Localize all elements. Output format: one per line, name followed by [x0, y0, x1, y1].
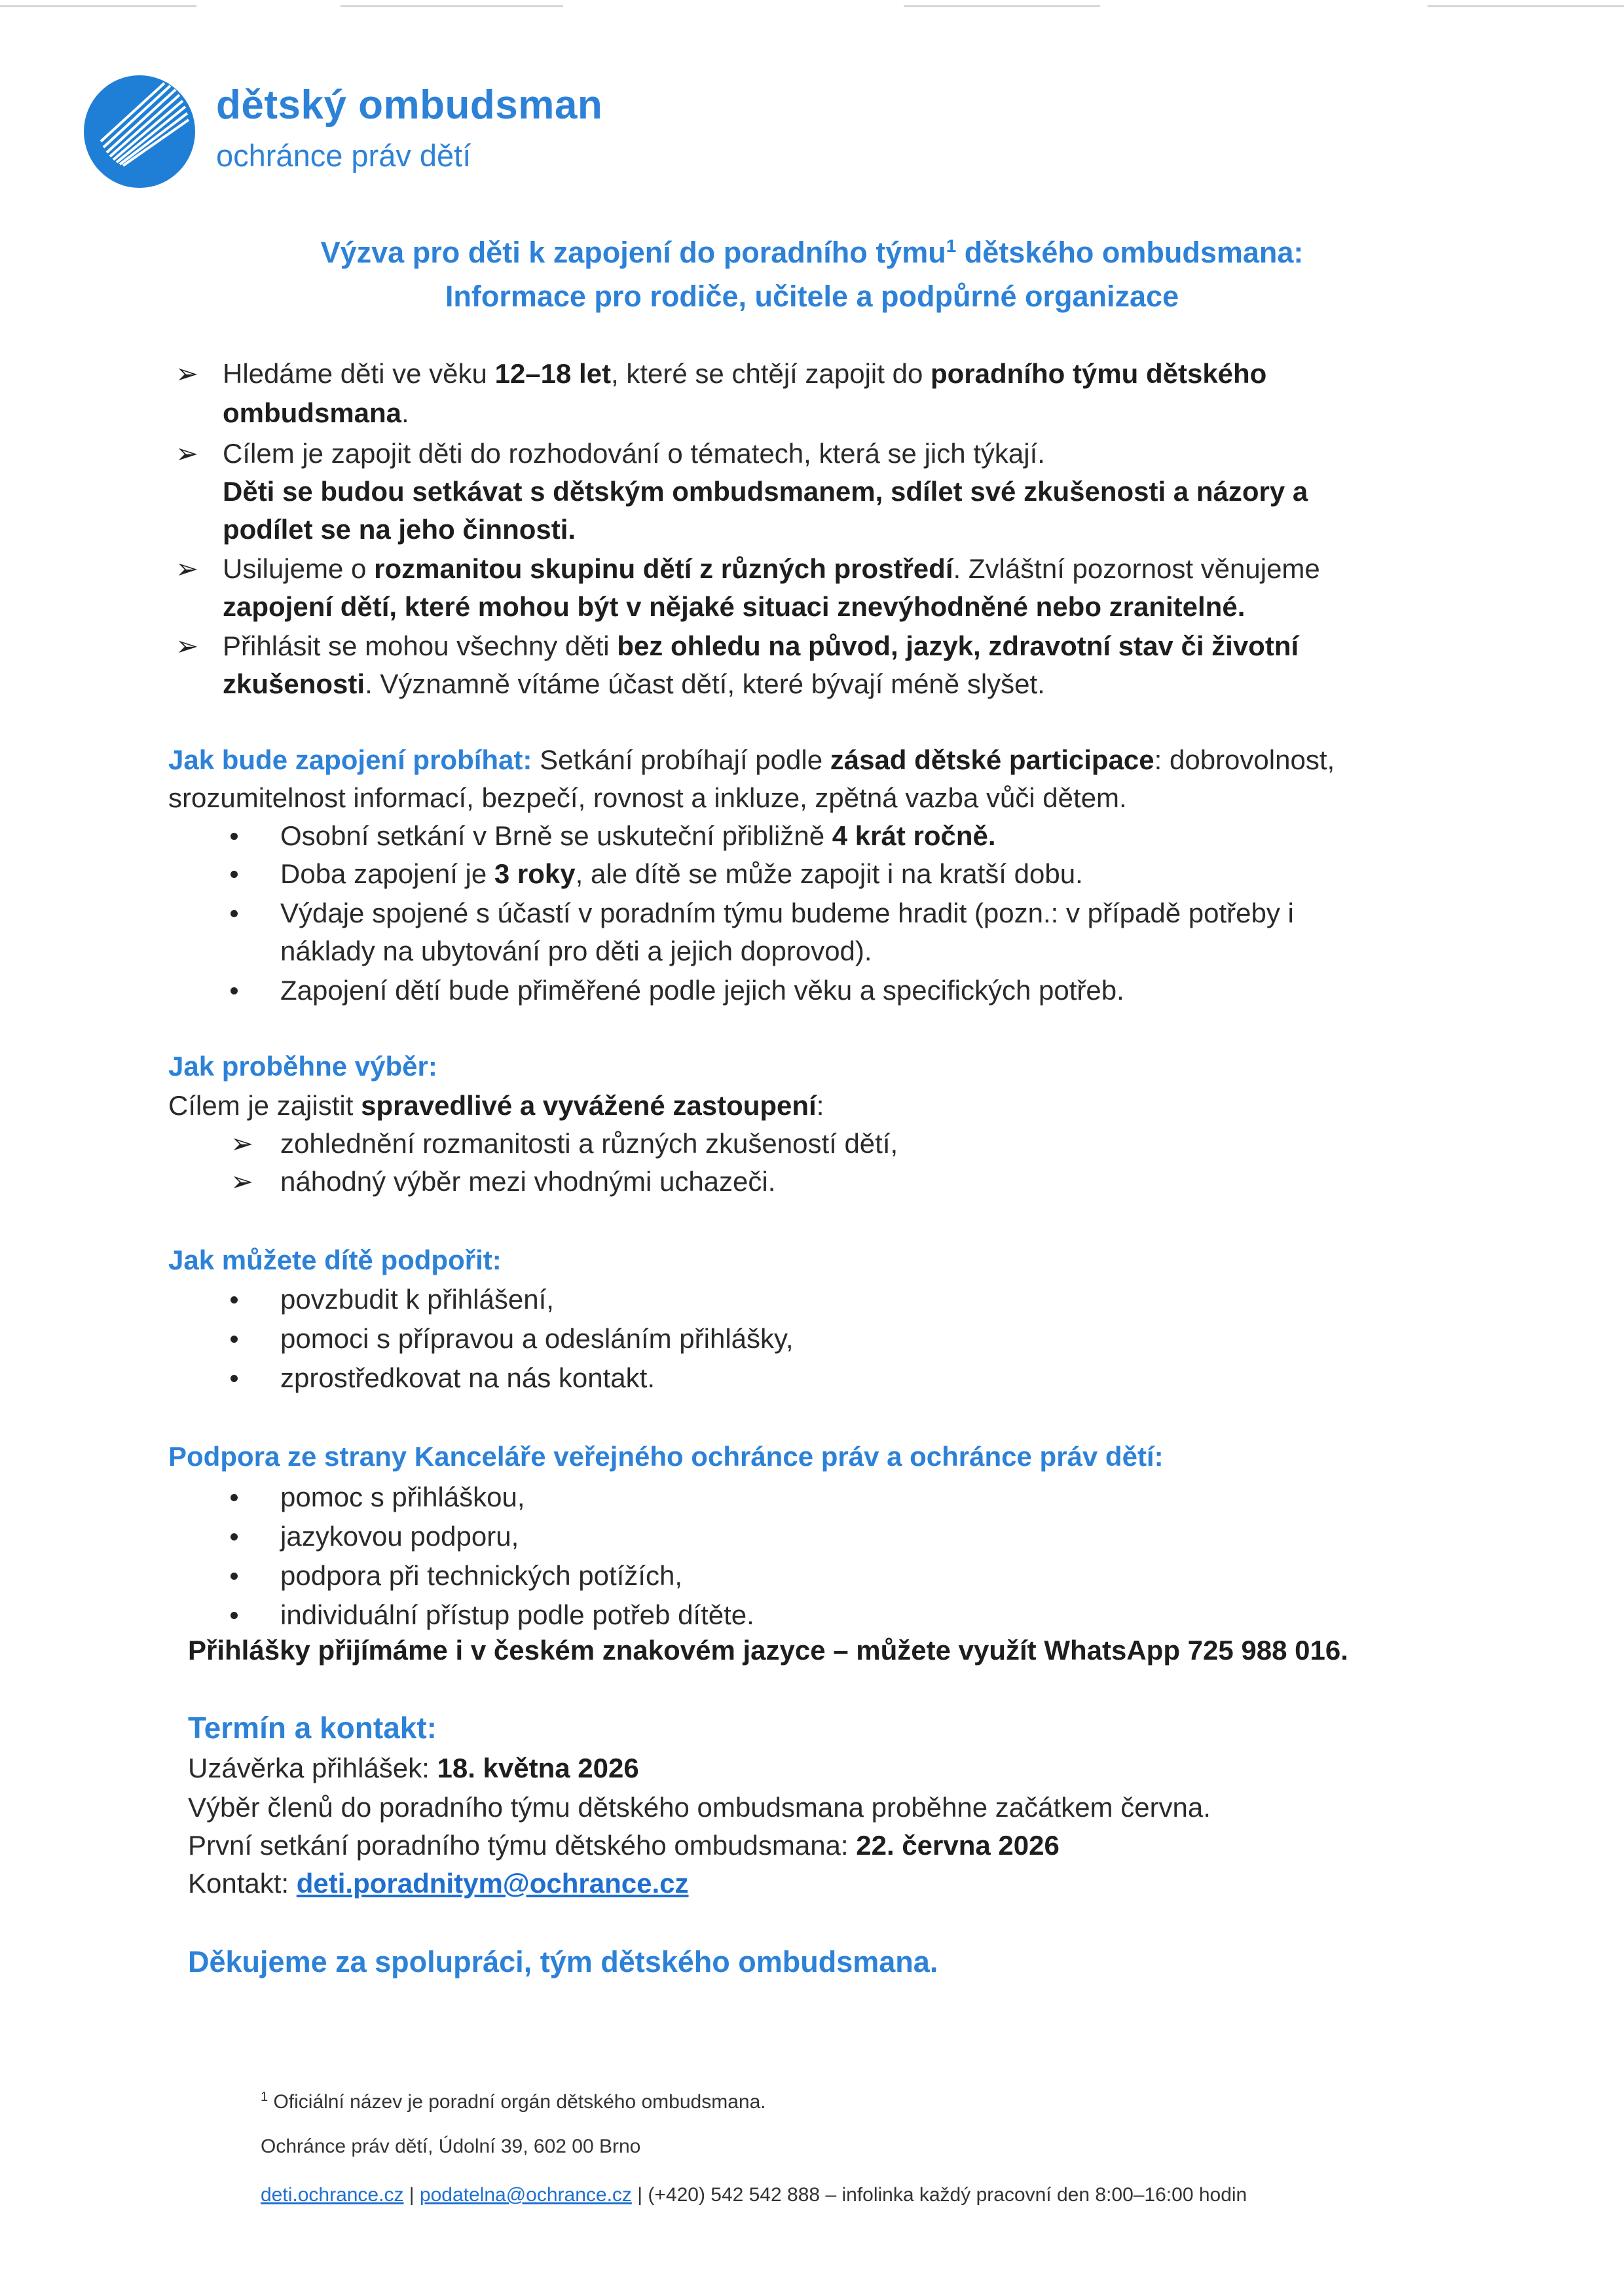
footer-contacts: deti.ochrance.cz | podatelna@ochrance.cz | (+420) 542 542 888 – infolinka každý pracovní den 8:00–16:00 hodin: [261, 2184, 1247, 2206]
arrow-bullet-icon: ➢: [231, 1166, 254, 1197]
scan-mark: [341, 5, 563, 7]
process-item-1: Osobní setkání v Brně se uskuteční přibližně 4 krát ročně.: [280, 820, 996, 851]
intro-bullet-3-cont: zapojení dětí, které mohou být v nějaké situaci znevýhodněné nebo zranitelné.: [223, 591, 1246, 622]
logo-name: dětský ombudsman: [216, 82, 603, 128]
footnote: $^1$ Oficiální název je poradní orgán dětského ombudsmana.: [261, 2090, 766, 2113]
scan-mark: [904, 5, 1100, 7]
selection-item-2: náhodný výběr mezi vhodnými uchazeči.: [280, 1166, 776, 1197]
office-item-2: jazykovou podporu,: [280, 1521, 519, 1552]
contact-line: Kontakt: deti.poradnitym@ochrance.cz: [188, 1868, 689, 1899]
thanks-line: Děkujeme za spolupráci, tým dětského ombudsmana.: [188, 1945, 938, 1978]
process-paragraph-cont: srozumitelnost informací, bezpečí, rovnost a inkluze, zpětná vazba vůči dětem.: [168, 782, 1127, 813]
selection-item-1: zohlednění rozmanitosti a různých zkušeností dětí,: [280, 1128, 898, 1159]
phone-info: (+420) 542 542 888 – infolinka každý pracovní den 8:00–16:00 hodin: [648, 2184, 1247, 2206]
bullet-dot: [231, 1336, 238, 1343]
deadline-line: Uzávěrka přihlášek: 18. května 2026: [188, 1753, 639, 1783]
first-meeting-line: První setkání poradního týmu dětského ombudsmana: 22. června 2026: [188, 1830, 1060, 1861]
intro-bullet-4: Přihlásit se mohou všechny děti bez ohledu na původ, jazyk, zdravotní stav či životní: [223, 630, 1299, 661]
scan-mark: [0, 5, 196, 7]
process-item-3-cont: náklady na ubytování pro děti a jejich doprovod).: [280, 936, 872, 966]
bullet-dot: [231, 987, 238, 994]
website-link[interactable]: deti.ochrance.cz: [261, 2184, 404, 2206]
page-title: Výzva pro děti k zapojení do poradního týmu$^1$ dětského ombudsmana:: [320, 236, 1304, 269]
bullet-dot: [231, 1494, 238, 1501]
footer-address: Ochránce práv dětí, Údolní 39, 602 00 Brno: [261, 2136, 641, 2157]
section-heading: Podpora ze strany Kanceláře veřejného ochránce práv a ochránce práv dětí:: [168, 1441, 1164, 1472]
bullet-dot: [231, 1296, 238, 1303]
process-item-4: Zapojení dětí bude přiměřené podle jejich věku a specifických potřeb.: [280, 975, 1124, 1006]
scan-mark: [1428, 5, 1624, 7]
intro-bullet-1-cont: ombudsmana.: [223, 397, 409, 428]
support-item-1: povzbudit k přihlášení,: [280, 1284, 554, 1315]
footnote-mark: 1: [946, 236, 957, 256]
section-heading: Termín a kontakt:: [188, 1711, 437, 1745]
arrow-bullet-icon: ➢: [231, 1128, 254, 1159]
section-heading: Jak bude zapojení probíhat:: [168, 744, 532, 775]
intro-bullet-2-cont: podílet se na jeho činnosti.: [223, 514, 576, 545]
process-item-3: Výdaje spojené s účastí v poradním týmu budeme hradit (pozn.: v případě potřeby i: [280, 898, 1294, 928]
bullet-dot: [231, 871, 238, 878]
bullet-dot: [231, 1375, 238, 1382]
bullet-dot: [231, 1573, 238, 1580]
intro-bullet-2-cont: Děti se budou setkávat s dětským ombudsmanem, sdílet své zkušenosti a názory a: [223, 476, 1308, 507]
bullet-dot: [231, 1612, 238, 1619]
sign-language-note: Přihlášky přijímáme i v českém znakovém jazyce – můžete využít WhatsApp 725 988 016.: [188, 1635, 1348, 1666]
ombudsman-logo-icon: [84, 75, 195, 188]
office-item-3: podpora při technických potížích,: [280, 1560, 683, 1591]
arrow-bullet-icon: ➢: [175, 438, 199, 469]
email-link[interactable]: podatelna@ochrance.cz: [419, 2184, 632, 2206]
intro-bullet-2: Cílem je zapojit děti do rozhodování o tématech, která se jich týkají.: [223, 438, 1045, 469]
arrow-bullet-icon: ➢: [175, 358, 199, 389]
process-paragraph: Jak bude zapojení probíhat: Setkání probíhají podle zásad dětské participace: dobrovolnost,: [168, 744, 1335, 775]
arrow-bullet-icon: ➢: [175, 553, 199, 584]
page-subtitle: Informace pro rodiče, učitele a podpůrné organizace: [445, 280, 1179, 313]
section-heading: Jak proběhne výběr:: [168, 1051, 437, 1082]
selection-paragraph: Cílem je zajistit spravedlivé a vyvážené zastoupení:: [168, 1090, 824, 1121]
logo-subtitle: ochránce práv dětí: [216, 138, 471, 173]
intro-bullet-3: Usilujeme o rozmanitou skupinu dětí z různých prostředí. Zvláštní pozornost věnujeme: [223, 553, 1320, 584]
arrow-bullet-icon: ➢: [175, 630, 199, 661]
office-item-1: pomoc s přihláškou,: [280, 1482, 525, 1512]
bullet-dot: [231, 910, 238, 917]
support-item-2: pomoci s přípravou a odesláním přihlášky,: [280, 1323, 794, 1354]
office-item-4: individuální přístup podle potřeb dítěte.: [280, 1599, 754, 1630]
process-item-2: Doba zapojení je 3 roky, ale dítě se může zapojit i na kratší dobu.: [280, 858, 1083, 889]
section-heading: Jak můžete dítě podpořit:: [168, 1245, 502, 1275]
contact-email-link[interactable]: deti.poradnitym@ochrance.cz: [296, 1868, 689, 1899]
support-item-3: zprostředkovat na nás kontakt.: [280, 1362, 655, 1393]
intro-bullet-4-cont: zkušenosti. Významně vítáme účast dětí, které bývají méně slyšet.: [223, 668, 1045, 699]
bullet-dot: [231, 1533, 238, 1540]
selection-date-line: Výběr členů do poradního týmu dětského ombudsmana proběhne začátkem června.: [188, 1792, 1211, 1823]
intro-bullet-1: Hledáme děti ve věku 12–18 let, které se chtějí zapojit do poradního týmu dětského: [223, 358, 1267, 389]
bullet-dot: [231, 833, 238, 840]
